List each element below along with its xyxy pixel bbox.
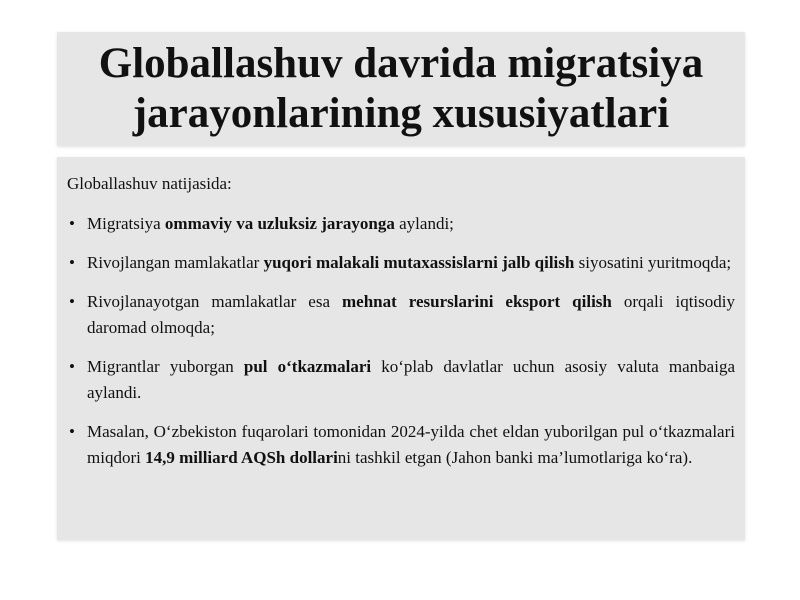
bullet-bold-text: ommaviy va uzluksiz jarayonga [164, 214, 395, 233]
bullet-icon: • [69, 422, 75, 441]
bullet-icon: • [69, 357, 75, 376]
bullet-bold-text: yuqori malakali mutaxassislarni jalb qilish [263, 253, 575, 272]
bullet-text: Migratsiya [87, 214, 165, 233]
bullet-text: ni tashkil etgan (Jahon banki ma’lumotlariga ko‘ra). [337, 448, 693, 467]
bullet-item [67, 289, 735, 341]
content-box [57, 157, 745, 540]
bullet-text: siyosatini yuritmoqda; [574, 253, 732, 272]
bullet-icon: • [69, 292, 75, 311]
bullet-item [67, 419, 735, 471]
bullet-list [67, 211, 735, 471]
bullet-item [67, 354, 735, 406]
bullet-bold-text: 14,9 milliard AQSh dollari [145, 448, 338, 467]
bullet-text: orqali iqtisodiy daromad olmoqda; [87, 292, 735, 337]
bullet-bold-text: mehnat resurslarini eksport qilish [341, 292, 612, 311]
slide-title-line-1: Globallashuv davrida migratsiya [98, 40, 704, 87]
bullet-text: ko‘plab davlatlar uchun asosiy valuta manbaiga aylandi. [87, 357, 735, 402]
bullet-text: Rivojlanayotgan mamlakatlar esa [87, 292, 342, 311]
slide-title-line-2: jarayonlarining xususiyatlari [132, 90, 670, 137]
bullet-icon: • [69, 253, 75, 272]
bullet-item [67, 250, 735, 276]
title-box [57, 32, 745, 146]
bullet-text: aylandi; [394, 214, 454, 233]
slide-title [89, 39, 713, 139]
bullet-item [67, 211, 735, 237]
bullet-text: Rivojlangan mamlakatlar [87, 253, 264, 272]
intro-text: Globallashuv natijasida: [67, 174, 232, 193]
bullet-text: Masalan, O‘zbekiston fuqarolari tomonidan 2024-yilda chet eldan yuborilgan pul o‘tkazmalari miqdori [87, 422, 735, 467]
bullet-text: Migrantlar yuborgan [87, 357, 244, 376]
bullet-bold-text: pul o‘tkazmalari [243, 357, 372, 376]
bullet-icon: • [69, 214, 75, 233]
